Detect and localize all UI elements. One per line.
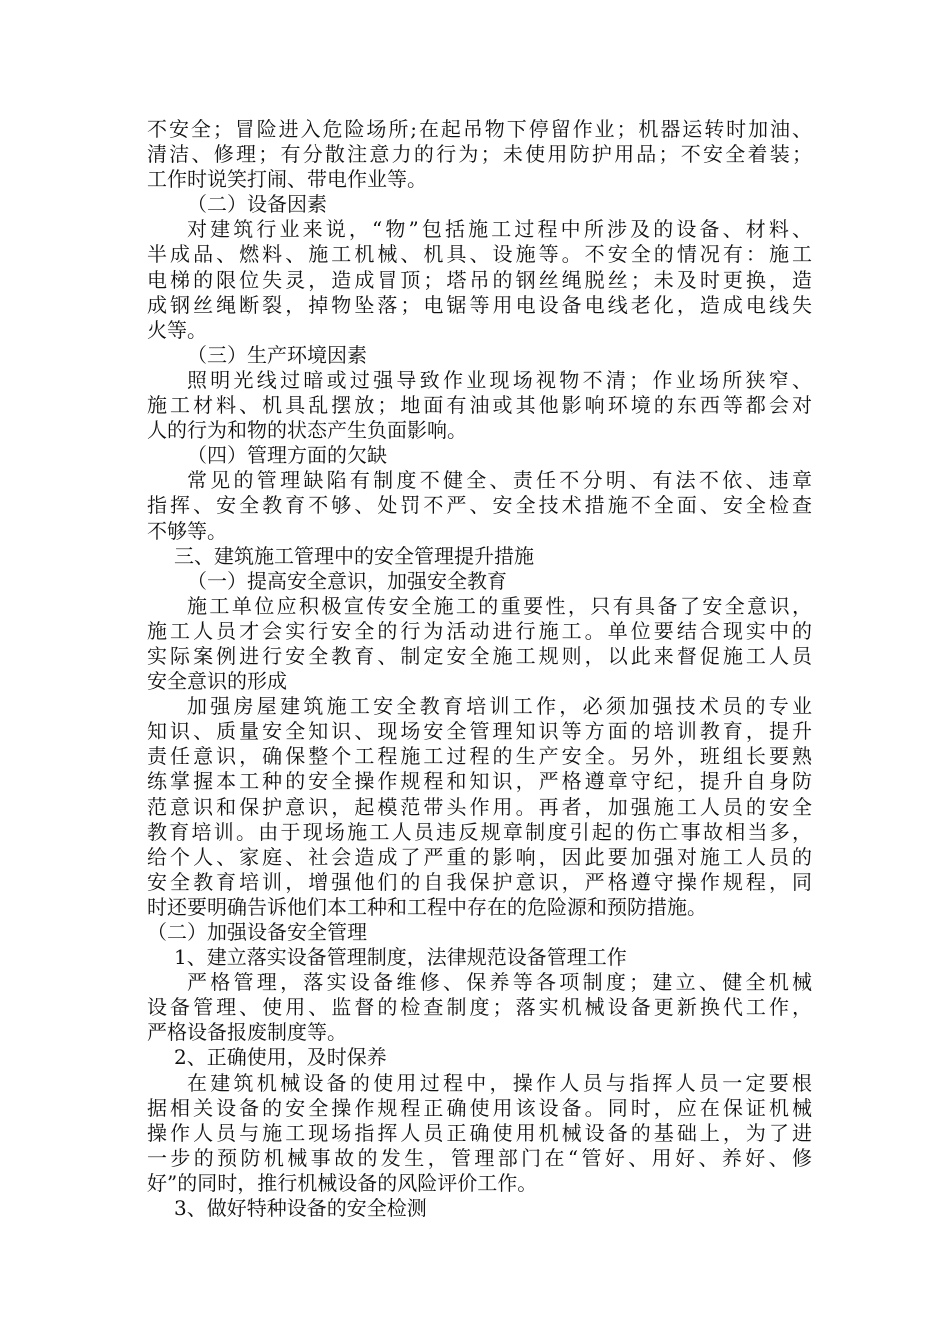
chapter-heading: 三、建筑施工管理中的安全管理提升措施 xyxy=(174,543,534,568)
text-line: 责任意识，确保整个工程施工过程的生产安全。另外，班组长要熟 xyxy=(147,744,812,769)
text-line: 不够等。 xyxy=(147,518,227,543)
text-line: 火等。 xyxy=(147,317,207,342)
subsection-heading: 1、建立落实设备管理制度，法律规范设备管理工作 xyxy=(174,945,627,970)
text-line: 清洁、修理；有分散注意力的行为；未使用防护用品；不安全着装； xyxy=(147,142,812,167)
text-line: 指挥、安全教育不够、处罚不严、安全技术措施不全面、安全检查 xyxy=(147,493,812,518)
text-line: 工作时说笑打闹、带电作业等。 xyxy=(147,167,427,192)
section-heading: （四）管理方面的欠缺 xyxy=(187,443,387,468)
text-line: 成钢丝绳断裂，掉物坠落；电锯等用电设备电线老化，造成电线失 xyxy=(147,292,812,317)
subsection-heading: 2、正确使用，及时保养 xyxy=(174,1045,387,1070)
text-line: 在建筑机械设备的使用过程中，操作人员与指挥人员一定要根 xyxy=(187,1070,812,1095)
text-line: 不安全；冒险进入危险场所;在起吊物下停留作业；机器运转时加油、 xyxy=(147,117,812,141)
text-line: 对建筑行业来说，“物”包括施工过程中所涉及的设备、材料、 xyxy=(187,217,812,242)
section-heading: （二）设备因素 xyxy=(187,192,327,217)
text-line: 据相关设备的安全操作规程正确使用该设备。同时，应在保证机械 xyxy=(147,1095,812,1120)
text-line: 常见的管理缺陷有制度不健全、责任不分明、有法不依、违章 xyxy=(187,468,812,493)
document-body xyxy=(147,117,812,1221)
text-line: 实际案例进行安全教育、制定安全施工规则，以此来督促施工人员 xyxy=(147,643,812,668)
subsection-heading: 3、做好特种设备的安全检测 xyxy=(174,1196,427,1221)
text-line: 加强房屋建筑施工安全教育培训工作，必须加强技术员的专业 xyxy=(187,694,812,719)
text-line: 施工人员才会实行安全的行为活动进行施工。单位要结合现实中的 xyxy=(147,618,812,643)
text-line: 设备管理、使用、监督的检查制度；落实机械设备更新换代工作， xyxy=(147,995,812,1020)
text-line: 严格设备报废制度等。 xyxy=(147,1020,347,1045)
text-line: 操作人员与施工现场指挥人员正确使用机械设备的基础上，为了进 xyxy=(147,1120,812,1145)
text-line: 范意识和保护意识，起模范带头作用。再者，加强施工人员的安全 xyxy=(147,794,812,819)
section-heading: （二）加强设备安全管理 xyxy=(147,920,367,944)
text-line: 施工材料、机具乱摆放；地面有油或其他影响环境的东西等都会对 xyxy=(147,393,812,418)
text-line: 严格管理，落实设备维修、保养等各项制度；建立、健全机械 xyxy=(187,970,812,995)
text-line: 人的行为和物的状态产生负面影响。 xyxy=(147,418,467,443)
text-line: 练掌握本工种的安全操作规程和知识，严格遵章守纪，提升自身防 xyxy=(147,769,812,794)
text-line: 照明光线过暗或过强导致作业现场视物不清；作业场所狭窄、 xyxy=(187,367,812,392)
text-line: 好”的同时，推行机械设备的风险评价工作。 xyxy=(147,1170,538,1195)
text-line: 安全教育培训，增强他们的自我保护意识，严格遵守操作规程，同 xyxy=(147,869,812,894)
section-heading: （一）提高安全意识，加强安全教育 xyxy=(187,568,507,593)
text-line: 给个人、家庭、社会造成了严重的影响，因此要加强对施工人员的 xyxy=(147,844,812,869)
text-line: 电梯的限位失灵，造成冒顶；塔吊的钢丝绳脱丝；未及时更换，造 xyxy=(147,267,812,292)
section-heading: （三）生产环境因素 xyxy=(187,342,367,367)
text-line: 半成品、燃料、施工机械、机具、设施等。不安全的情况有：施工 xyxy=(147,242,812,267)
text-line: 教育培训。由于现场施工人员违反规章制度引起的伤亡事故相当多， xyxy=(147,819,812,844)
text-line: 时还要明确告诉他们本工种和工程中存在的危险源和预防措施。 xyxy=(147,894,707,919)
text-line: 一步的预防机械事故的发生，管理部门在“管好、用好、养好、修 xyxy=(147,1145,812,1170)
text-line: 知识、质量安全知识、现场安全管理知识等方面的培训教育，提升 xyxy=(147,719,812,744)
text-line: 施工单位应积极宣传安全施工的重要性，只有具备了安全意识， xyxy=(187,593,812,618)
text-line: 安全意识的形成 xyxy=(147,669,287,694)
